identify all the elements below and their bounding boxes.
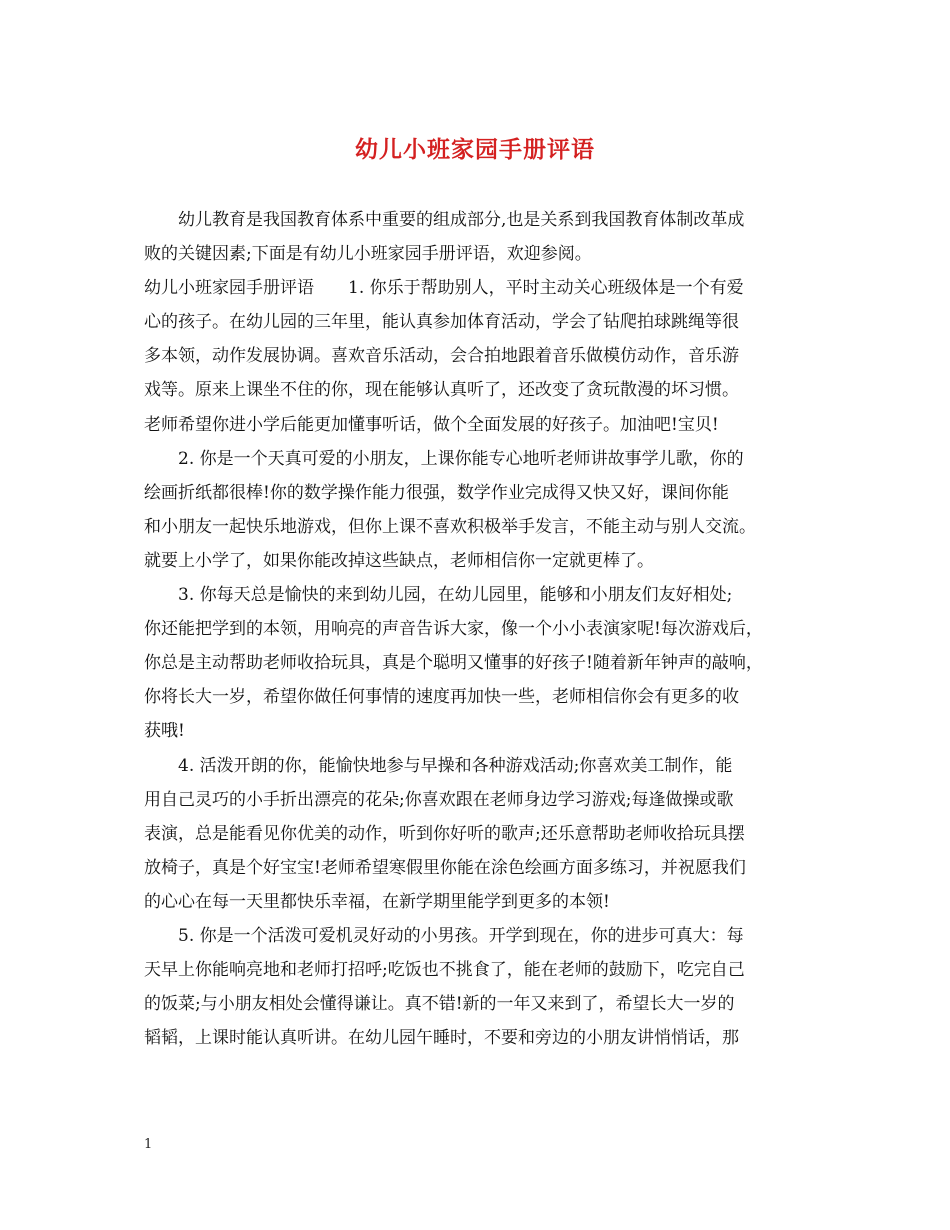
text-line: 绘画折纸都很棒!你的数学操作能力很强，数学作业完成得又快又好，课间你能	[144, 482, 729, 503]
text-line: 3. 你每天总是愉快的来到幼儿园，在幼儿园里，能够和小朋友们友好相处;	[144, 585, 733, 606]
text-line: 获哦!	[144, 721, 185, 742]
text-line: 韬韬，上课时能认真听讲。在幼儿园午睡时，不要和旁边的小朋友讲悄悄话，那	[144, 1028, 739, 1049]
text-line: 4. 活泼开朗的你，能愉快地参与早操和各种游戏活动;你喜欢美工制作，能	[144, 755, 733, 776]
text-line: 的饭菜;与小朋友相处会懂得谦让。真不错!新的一年又来到了，希望长大一岁的	[144, 994, 735, 1015]
text-line: 多本领，动作发展协调。喜欢音乐活动，会合拍地跟着音乐做模仿动作，音乐游	[144, 346, 739, 367]
text-line: 你还能把学到的本领，用响亮的声音告诉大家，像一个小小表演家呢!每次游戏后，	[144, 619, 763, 640]
text-line: 就要上小学了，如果你能改掉这些缺点，老师相信你一定就更棒了。	[144, 550, 654, 571]
text-line: 老师希望你进小学后能更加懂事听话，做个全面发展的好孩子。加油吧!宝贝!	[144, 414, 719, 435]
document-title: 幼儿小班家园手册评语	[355, 136, 595, 163]
text-line: 和小朋友一起快乐地游戏，但你上课不喜欢积极举手发言，不能主动与别人交流。	[144, 516, 756, 537]
text-line: 幼儿教育是我国教育体系中重要的组成部分,也是关系到我国教育体制改革成	[144, 210, 745, 230]
text-line: 5. 你是一个活泼可爱机灵好动的小男孩。开学到现在，你的进步可真大：每	[144, 925, 744, 946]
text-line: 2. 你是一个天真可爱的小朋友，上课你能专心地听老师讲故事学儿歌，你的	[144, 448, 744, 469]
text-line: 你将长大一岁，希望你做任何事情的速度再加快一些，老师相信你会有更多的收	[144, 687, 739, 708]
text-line: 天早上你能响亮地和老师打招呼;吃饭也不挑食了，能在老师的鼓励下，吃完自己	[144, 960, 745, 981]
text-line: 的心心在每一天里都快乐幸福，在新学期里能学到更多的本领!	[144, 891, 610, 912]
text-line: 放椅子，真是个好宝宝!老师希望寒假里你能在涂色绘画方面多练习，并祝愿我们	[144, 857, 746, 878]
page-number: 1	[144, 1137, 153, 1152]
document-body	[144, 203, 806, 1055]
text-line: 你总是主动帮助老师收拾玩具，真是个聪明又懂事的好孩子!随着新年钟声的敲响，	[144, 653, 763, 674]
text-line: 幼儿小班家园手册评语 1. 你乐于帮助别人，平时主动关心班级体是一个有爱	[144, 278, 744, 299]
text-line: 戏等。原来上课坐不住的你，现在能够认真听了，还改变了贪玩散漫的坏习惯。	[144, 380, 739, 401]
text-line: 用自己灵巧的小手折出漂亮的花朵;你喜欢跟在老师身边学习游戏;每逢做操或歌	[144, 789, 734, 810]
text-line: 心的孩子。在幼儿园的三年里，能认真参加体育活动，学会了钻爬拍球跳绳等很	[144, 312, 739, 333]
text-line: 败的关键因素;下面是有幼儿小班家园手册评语，欢迎参阅。	[144, 244, 592, 265]
text-line: 表演，总是能看见你优美的动作，听到你好听的歌声;还乐意帮助老师收拾玩具摆	[144, 823, 745, 844]
